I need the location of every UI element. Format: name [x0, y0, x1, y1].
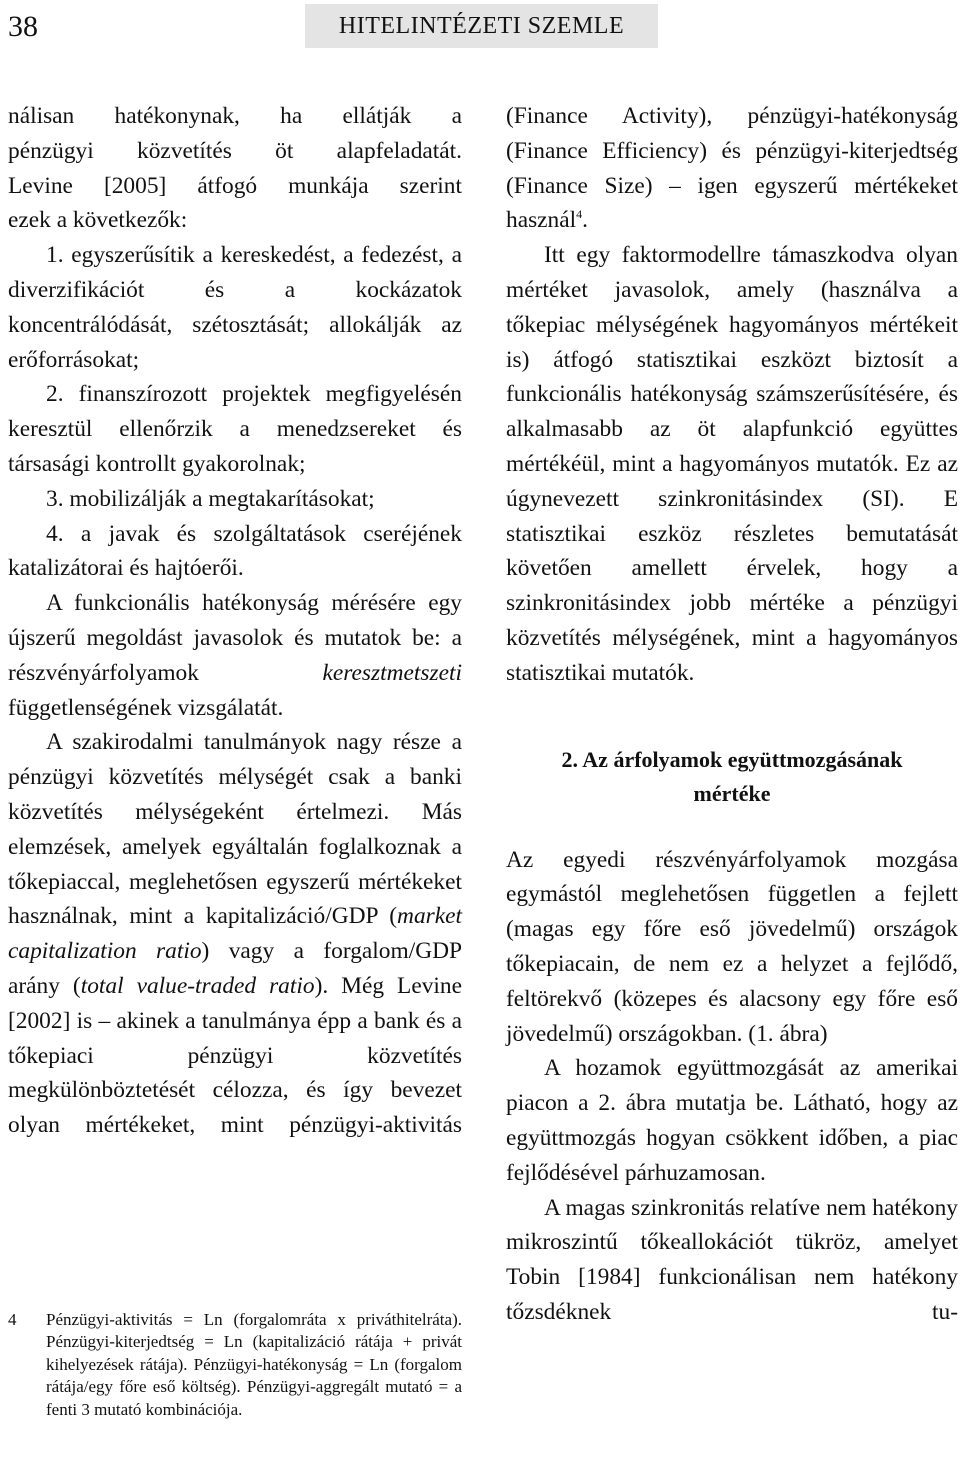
- body-line: ezek a következők:: [8, 207, 188, 234]
- page-header: [0, 0, 960, 50]
- list-item-2: 2. finanszírozott projektek megfigyelésén keresztül ellenőrzik a menedzsereket és társasági kontrollt gyakorolnak;: [8, 381, 462, 477]
- list-item-4: 4. a javak és szolgáltatások cseréjének katalizátorai és hajtóerői.: [8, 520, 462, 582]
- text-run: ) vagy a forgalom/GDP arány (: [8, 938, 462, 999]
- paragraph-us-market: A hozamok együttmozgását az amerikai piacon a 2. ábra mutatja be. Látható, hogy az együttmozgás hogyan csökkent időben, a piac fejlődésével párhuzamosan.: [506, 1055, 958, 1186]
- footnote-ref: 4: [576, 207, 583, 222]
- right-column: [506, 99, 958, 1330]
- footnote-4: [8, 1309, 462, 1421]
- emphasis-term: keresztmetszeti: [322, 659, 462, 686]
- page-number: 38: [8, 10, 38, 43]
- section-heading: [506, 743, 958, 811]
- left-column: [8, 99, 462, 1143]
- text-run: függetlenségének vizsgálatát.: [8, 694, 284, 721]
- emphasis-term: total value-traded ratio: [80, 972, 315, 999]
- text-run: (Finance Activity), pénzügyi-hatékonyság (Finance Efficiency) és pénzügyi-kiterjedtség (Finance Size) – igen egyszerű mértékeket használ: [506, 103, 958, 234]
- paragraph-factor-model: Itt egy faktormodellre támaszkodva olyan mértéket javasolok, amely (használva a tőkepiac mélységének hagyományos mértékeit is) átfogó statisztikai eszközt biztosít a funkcionális hatékonyság számszerűsítésére, és alkalmasabb az öt alapfunkció együttes mértékéül, mint a hagyományos mutatók. Ez az úgynevezett szinkronitásindex (SI). E statisztikai eszköz részletes bemutatását követően amellett érvelek, hogy a szinkronitásindex jobb mértéke a pénzügyi közvetítés mélységének, mint a hagyományos statisztikai mutatók.: [506, 242, 958, 686]
- footnote-text: Pénzügyi-aktivitás = Ln (forgalomráta x priváthitelráta). Pénzügyi-kiterjedtség = Ln (kapitalizáció rátája + privát kihelyezések rátája). Pénzügyi-hatékonyság = Ln (forgalom rátája/egy főre eső költség). Pénzügyi-aggregált mutató = a fenti 3 mutató kombinációja.: [46, 1310, 462, 1419]
- paragraph-literature: [8, 725, 462, 1143]
- paragraph-price-comovement: Az egyedi részvényárfolyamok mozgása egymástól meglehetősen független a fejlett (magas egy főre eső jövedelmű) országok tőkepiacain, de nem ez a helyzet a fejlődő, feltörekvő (közepes és alacsony egy főre eső jövedelmű) országokban. (1. ábra): [506, 846, 958, 1047]
- list-item-3: 3. mobilizálják a megtakarításokat;: [46, 485, 375, 512]
- body-line: nálisan hatékonynak, ha ellátják a: [8, 103, 462, 129]
- body-line: Levine [2005] átfogó munkája szerint: [8, 172, 462, 199]
- text-run: A funkcionális hatékonyság mérésére egy újszerű megoldást javasolok és mutatok be: a részvényárfolyamok: [8, 590, 462, 686]
- heading-line: 2. Az árfolyamok együttmozgásának: [561, 746, 903, 772]
- paragraph-functional-efficiency: [8, 586, 462, 725]
- body-line: pénzügyi közvetítés öt alapfeladatát.: [8, 137, 462, 164]
- paragraph-finance-measures: [506, 99, 958, 238]
- text-run: .: [582, 207, 588, 234]
- list-item-1: 1. egyszerűsítik a kereskedést, a fedezést, a diverzifikációt és a kockázatok koncentrálódását, szétosztását; allokálják az erőforrásokat;: [8, 242, 462, 373]
- text-run: ). Még Levine [2002] is – akinek a tanulmánya épp a bank és a tőkepiaci pénzügyi közvetítés megkülönböztetését célozza, és így bevezet olyan mértékeket, mint pénzügyi-aktivitás: [8, 972, 462, 1139]
- footnote-number: 4: [8, 1310, 17, 1329]
- emphasis-term: market capitalization ratio: [8, 903, 462, 965]
- text-run: A szakirodalmi tanulmányok nagy része a pénzügyi közvetítés mélységét csak a banki közvetítés mélységeként értelmezi. Más elemzések, amelyek egyáltalán foglalkoznak a tőkepiaccal, meglehetősen egyszerű mértékeket használnak, mint a kapitalizáció/GDP (: [8, 729, 462, 930]
- heading-line: mértéke: [693, 780, 771, 806]
- paragraph-synchronicity: A magas szinkronitás relatíve nem hatékony mikroszintű tőkeallokációt tükröz, amelyet Tobin [1984] funkcionálisan nem hatékony tőzsdéknek tu-: [506, 1194, 958, 1325]
- journal-running-head: HITELINTÉZETI SZEMLE: [305, 4, 658, 48]
